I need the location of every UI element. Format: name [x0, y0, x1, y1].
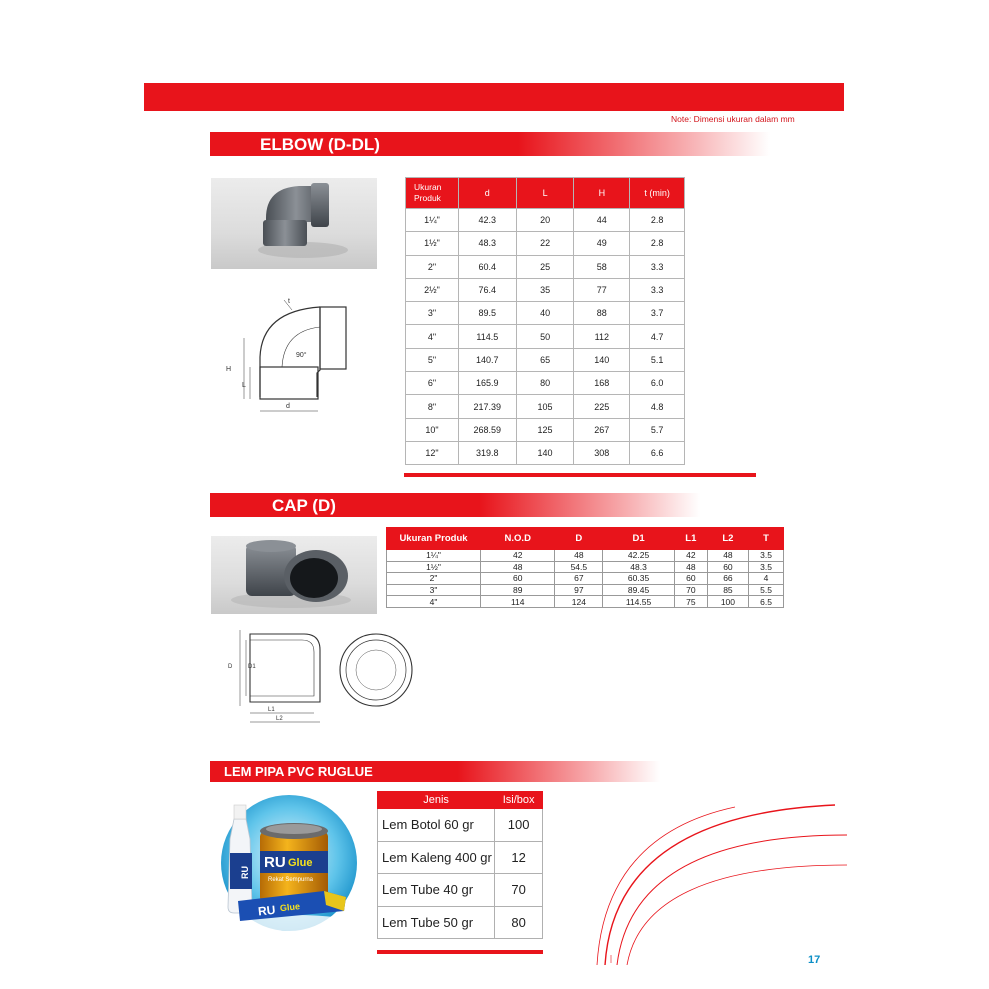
table-cell: 89.45 [603, 584, 675, 596]
diagram-label-l: L [242, 382, 246, 389]
cap-section-banner [210, 493, 700, 517]
table-cell: 140.7 [458, 348, 516, 371]
column-header-jenis: Jenis [378, 792, 495, 809]
table-cell: 66 [707, 573, 748, 585]
header-line-1: Ukuran [414, 182, 442, 192]
diagram-label-h: H [226, 366, 232, 373]
table-cell: 140 [516, 441, 574, 464]
table-row [406, 302, 685, 325]
table-cell: 4.8 [630, 395, 685, 418]
ruglue-product-image [212, 795, 366, 935]
column-header: D [555, 528, 603, 550]
table-cell: 40 [516, 302, 574, 325]
svg-text:RU: RU [240, 866, 250, 879]
table-cell: 60.35 [603, 573, 675, 585]
table-cell: 75 [674, 596, 707, 608]
table-cell: 2" [406, 255, 459, 278]
table-row [406, 441, 685, 464]
elbow-table-underline [404, 473, 756, 477]
elbow-dimension-diagram [222, 295, 357, 420]
table-cell: 124 [555, 596, 603, 608]
table-cell: 5.7 [630, 418, 685, 441]
table-cell: 4" [387, 596, 481, 608]
table-cell: 3.5 [749, 561, 784, 573]
table-cell: 8" [406, 395, 459, 418]
table-cell: 3.3 [630, 255, 685, 278]
table-cell: 89 [481, 584, 555, 596]
table-row [387, 561, 784, 573]
table-cell: 76.4 [458, 278, 516, 301]
table-row [406, 395, 685, 418]
table-cell: 140 [574, 348, 630, 371]
table-cell: 60 [674, 573, 707, 585]
table-cell: 44 [574, 209, 630, 232]
table-cell: 12 [495, 841, 543, 874]
table-row [406, 418, 685, 441]
table-cell: 42 [481, 550, 555, 562]
diagram-label-angle: 90° [296, 352, 307, 359]
table-cell: 1½" [406, 232, 459, 255]
column-header: H [574, 178, 630, 209]
table-cell: 105 [516, 395, 574, 418]
table-cell: 48 [481, 561, 555, 573]
table-cell: 2.8 [630, 209, 685, 232]
cap-side-diagram [222, 620, 332, 730]
table-cell: 6.6 [630, 441, 685, 464]
dimension-note: Note: Dimensi ukuran dalam mm [671, 114, 795, 124]
table-cell: 1¼" [387, 550, 481, 562]
table-cell: 6.5 [749, 596, 784, 608]
table-cell: 48 [674, 561, 707, 573]
elbow-section-banner [210, 132, 770, 156]
glue-table-underline [377, 950, 543, 954]
table-row [406, 255, 685, 278]
table-cell: 100 [707, 596, 748, 608]
table-cell: 42.3 [458, 209, 516, 232]
column-header: L [516, 178, 574, 209]
table-cell: 4 [749, 573, 784, 585]
table-cell: 1½" [387, 561, 481, 573]
table-cell: 25 [516, 255, 574, 278]
column-header: D1 [603, 528, 675, 550]
table-cell: Lem Kaleng 400 gr [378, 841, 495, 874]
column-header: d [458, 178, 516, 209]
table-cell: 112 [574, 325, 630, 348]
column-header-isi: Isi/box [495, 792, 543, 809]
table-cell: 165.9 [458, 372, 516, 395]
cap-front-diagram [336, 630, 416, 710]
table-cell: 3.7 [630, 302, 685, 325]
table-cell: 2½" [406, 278, 459, 301]
table-cell: 114.55 [603, 596, 675, 608]
table-cell: 48.3 [603, 561, 675, 573]
table-cell: 5" [406, 348, 459, 371]
table-cell: 88 [574, 302, 630, 325]
table-row [387, 573, 784, 585]
table-row [378, 809, 543, 842]
column-header: Ukuran Produk [387, 528, 481, 550]
table-cell: 60 [481, 573, 555, 585]
column-header: t (min) [630, 178, 685, 209]
table-cell: 6" [406, 372, 459, 395]
table-cell: 54.5 [555, 561, 603, 573]
glue-section-banner [210, 761, 660, 782]
table-cell: 125 [516, 418, 574, 441]
table-cell: 80 [516, 372, 574, 395]
table-cell: 42.25 [603, 550, 675, 562]
elbow-title: ELBOW (D-DL) [260, 135, 380, 154]
column-header: L1 [674, 528, 707, 550]
header-bar [144, 83, 844, 111]
ruglue-products-illustration [212, 795, 366, 935]
table-header-row [378, 792, 543, 809]
table-cell: 67 [555, 573, 603, 585]
table-cell: 49 [574, 232, 630, 255]
cap-photo [211, 536, 377, 614]
column-header: L2 [707, 528, 748, 550]
cap-title: CAP (D) [272, 496, 336, 515]
table-cell: 319.8 [458, 441, 516, 464]
table-cell: 60 [707, 561, 748, 573]
table-cell: 3.5 [749, 550, 784, 562]
table-row [378, 841, 543, 874]
svg-text:RU: RU [264, 854, 286, 871]
cap-fitting-image [211, 536, 377, 614]
table-row [387, 584, 784, 596]
cap-label-d: D [228, 664, 233, 670]
column-header: N.O.D [481, 528, 555, 550]
table-cell: 6.0 [630, 372, 685, 395]
glue-table [377, 791, 543, 939]
table-cell: 3" [387, 584, 481, 596]
table-row [378, 906, 543, 939]
table-cell: 22 [516, 232, 574, 255]
diagram-label-t: t [288, 298, 290, 305]
table-cell: 10" [406, 418, 459, 441]
table-cell: 80 [495, 906, 543, 939]
table-cell: 5.1 [630, 348, 685, 371]
table-cell: 35 [516, 278, 574, 301]
table-cell: 12" [406, 441, 459, 464]
table-cell: Lem Tube 50 gr [378, 906, 495, 939]
elbow-photo [211, 178, 377, 269]
table-cell: 308 [574, 441, 630, 464]
table-cell: 60.4 [458, 255, 516, 278]
svg-text:RU: RU [257, 902, 277, 919]
table-cell: 85 [707, 584, 748, 596]
cap-label-l2: L2 [276, 716, 283, 722]
table-cell: 42 [674, 550, 707, 562]
table-cell: 48 [555, 550, 603, 562]
table-cell: 4.7 [630, 325, 685, 348]
table-row [406, 348, 685, 371]
cap-label-l1: L1 [268, 707, 275, 713]
table-row [406, 372, 685, 395]
page-number: 17 [808, 954, 821, 966]
header-line-2: Produk [414, 193, 441, 203]
svg-text:Glue: Glue [288, 857, 313, 869]
table-cell: 2" [387, 573, 481, 585]
decorative-arcs [585, 795, 850, 965]
table-row [406, 325, 685, 348]
table-cell: Lem Tube 40 gr [378, 874, 495, 907]
table-cell: 97 [555, 584, 603, 596]
table-header-row [406, 178, 685, 209]
table-cell: 217.39 [458, 395, 516, 418]
table-row [387, 550, 784, 562]
table-cell: 168 [574, 372, 630, 395]
table-cell: 77 [574, 278, 630, 301]
table-cell: 89.5 [458, 302, 516, 325]
table-cell: 114 [481, 596, 555, 608]
table-cell: 50 [516, 325, 574, 348]
cap-spec-table [386, 527, 784, 608]
column-header: T [749, 528, 784, 550]
table-cell: 20 [516, 209, 574, 232]
table-row [406, 209, 685, 232]
table-cell: 48 [707, 550, 748, 562]
table-cell: 5.5 [749, 584, 784, 596]
table-cell: 48.3 [458, 232, 516, 255]
svg-text:Rekat Sempurna: Rekat Sempurna [268, 877, 314, 883]
table-cell: Lem Botol 60 gr [378, 809, 495, 842]
table-cell: 3" [406, 302, 459, 325]
table-cell: 3.3 [630, 278, 685, 301]
table-cell: 58 [574, 255, 630, 278]
table-row [387, 596, 784, 608]
table-cell: 225 [574, 395, 630, 418]
table-cell: 100 [495, 809, 543, 842]
table-row [406, 232, 685, 255]
table-cell: 4" [406, 325, 459, 348]
table-cell: 65 [516, 348, 574, 371]
table-cell: 2.8 [630, 232, 685, 255]
table-row [406, 278, 685, 301]
table-header-row [387, 528, 784, 550]
glue-title: LEM PIPA PVC RUGLUE [224, 764, 373, 779]
table-cell: 70 [674, 584, 707, 596]
table-row [378, 874, 543, 907]
table-cell: 70 [495, 874, 543, 907]
svg-text:Glue: Glue [279, 901, 301, 914]
cap-label-d1: D1 [248, 664, 256, 670]
elbow-spec-table [405, 177, 685, 465]
diagram-label-d: d [286, 403, 290, 410]
table-cell: 268.59 [458, 418, 516, 441]
table-cell: 267 [574, 418, 630, 441]
table-cell: 1¼" [406, 209, 459, 232]
column-header-ukuran [406, 178, 459, 209]
elbow-fitting-image [211, 178, 377, 269]
table-cell: 114.5 [458, 325, 516, 348]
